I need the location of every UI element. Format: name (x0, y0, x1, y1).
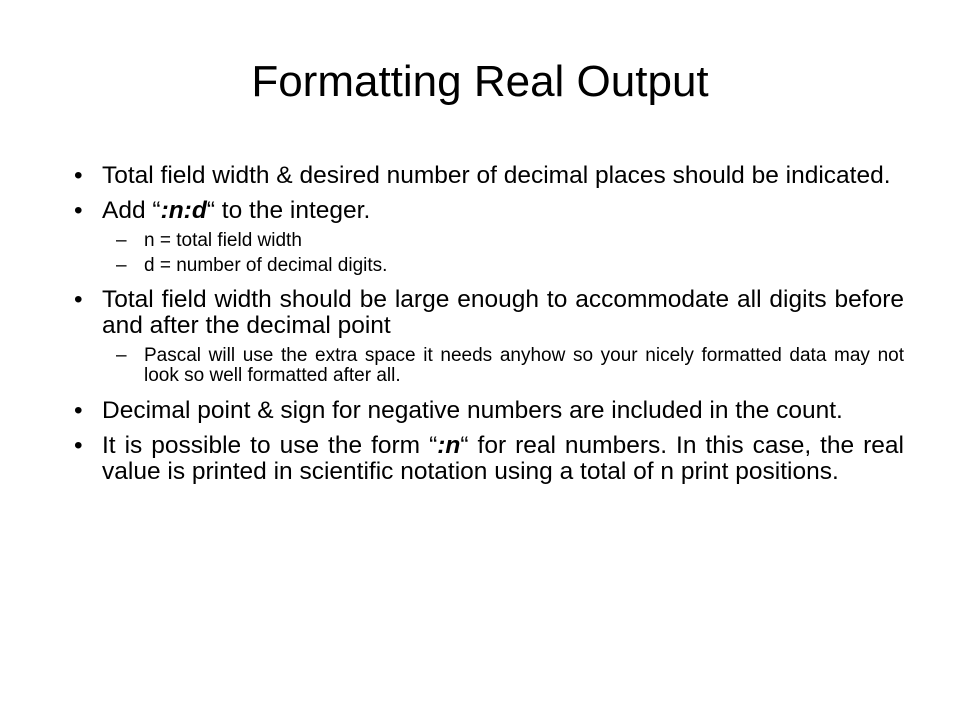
bullet-item (66, 163, 904, 189)
format-code: :n (437, 432, 461, 459)
bullet-icon: • (74, 432, 83, 459)
sub-bullet-item (66, 231, 904, 251)
bullet-icon: • (74, 197, 83, 224)
slide-title: Formatting Real Output (251, 57, 709, 106)
bullet-text: Total field width & desired number of decimal places should be indicated. (102, 162, 891, 189)
format-code: :n:d (160, 197, 207, 224)
bullet-item (66, 198, 904, 224)
bullet-text-pre: Add “ (102, 197, 161, 224)
sub-bullet-item (66, 256, 904, 276)
sub-bullet-text: n = total field width (144, 230, 302, 251)
bullet-text-post: “ for real numbers. In this case, the real value is printed in scientific notation using a total of n print positions. (102, 432, 905, 485)
slide-body (66, 163, 904, 494)
bullet-icon: • (74, 162, 83, 189)
bullet-item (66, 433, 904, 485)
sub-bullet-text: d = number of decimal digits. (144, 255, 388, 276)
bullet-text-post: “ to the integer. (206, 197, 371, 224)
bullet-item (66, 398, 904, 424)
bullet-item (66, 287, 904, 339)
bullet-text-pre: It is possible to use the form “ (102, 432, 438, 459)
bullet-icon: • (74, 286, 83, 313)
dash-icon: – (116, 230, 127, 251)
bullet-icon: • (74, 397, 83, 424)
sub-bullet-text: Pascal will use the extra space it needs anyhow so your nicely formatted data may not look so well formatted after all. (144, 345, 904, 386)
dash-icon: – (116, 255, 127, 276)
dash-icon: – (116, 345, 127, 366)
sub-bullet-item (66, 346, 904, 386)
bullet-text: Decimal point & sign for negative numbers are included in the count. (102, 397, 843, 424)
bullet-text: Total field width should be large enough to accommodate all digits before and after the decimal point (102, 286, 904, 339)
